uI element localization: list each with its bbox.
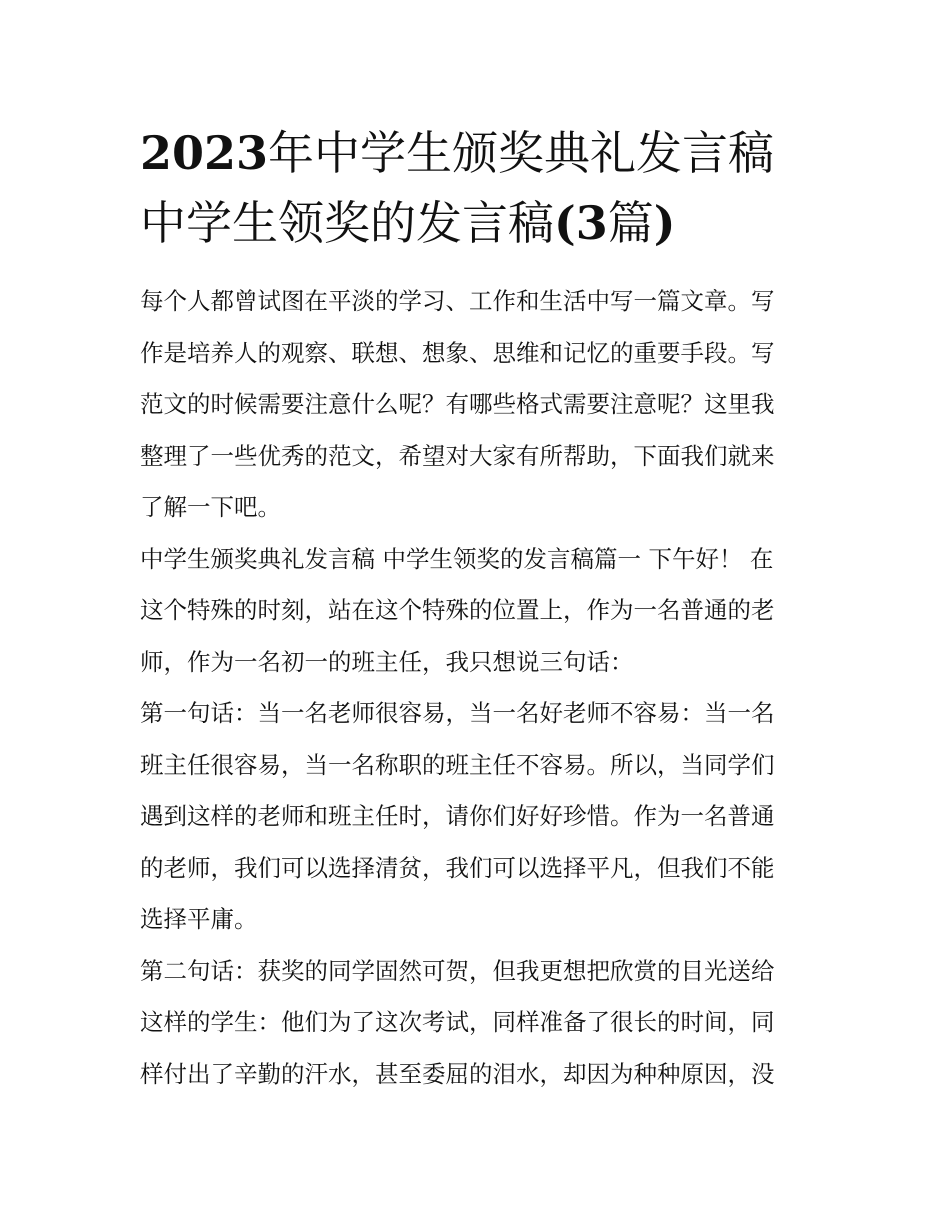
title-line-1 [140, 118, 830, 188]
text-line: 整理了一些优秀的范文，希望对大家有所帮助，下面我们就来 [140, 441, 775, 470]
title-line-2-text: 中学生领奖的发言稿 [140, 196, 554, 250]
title-line-2 [140, 188, 830, 258]
text-line: 的老师，我们可以选择清贫，我们可以选择平凡，但我们不能 [140, 853, 775, 882]
paragraph-speech-opening [140, 534, 820, 689]
title-year: 2023 [140, 126, 269, 180]
title-count-unit: 篇 [607, 196, 654, 250]
text-line: 样付出了辛勤的汗水，甚至委屈的泪水，却因为种种原因，没 [140, 1059, 775, 1088]
text-line: 这样的学生：他们为了这次考试，同样准备了很长的时间，同 [140, 1008, 775, 1036]
text-line: 第二句话：获奖的同学固然可贺，但我更想把欣赏的目光送给 [140, 956, 775, 985]
text-line: 选择平庸。 [140, 905, 258, 933]
title-close-paren: ) [653, 196, 676, 250]
document-title [140, 118, 830, 258]
document-body [140, 276, 820, 1100]
title-count: (3 [554, 196, 608, 250]
text-line: 作是培养人的观察、联想、想象、思维和记忆的重要手段。写 [140, 338, 775, 367]
text-line: 遇到这样的老师和班主任时，请你们好好珍惜。作为一名普通 [140, 802, 775, 830]
text-line: 班主任很容易，当一名称职的班主任不容易。所以，当同学们 [140, 750, 775, 779]
text-line: 第一句话：当一名老师很容易，当一名好老师不容易：当一名 [140, 699, 775, 727]
paragraph-second-point [140, 946, 820, 1101]
text-line: 师，作为一名初一的班主任，我只想说三句话： [140, 647, 634, 676]
text-line: 了解一下吧。 [140, 493, 281, 521]
paragraph-intro [140, 276, 820, 534]
text-line: 中学生颁奖典礼发言稿 中学生领奖的发言稿篇一 下午好！ 在 [140, 544, 774, 573]
text-line: 范文的时候需要注意什么呢？有哪些格式需要注意呢？这里我 [140, 390, 775, 418]
title-line-1-text: 年中学生颁奖典礼发言稿 [268, 126, 775, 180]
text-line: 这个特殊的时刻，站在这个特殊的位置上，作为一名普通的老 [140, 596, 775, 624]
paragraph-first-point [140, 688, 820, 946]
text-line: 每个人都曾试图在平淡的学习、工作和生活中写一篇文章。写 [140, 287, 775, 315]
